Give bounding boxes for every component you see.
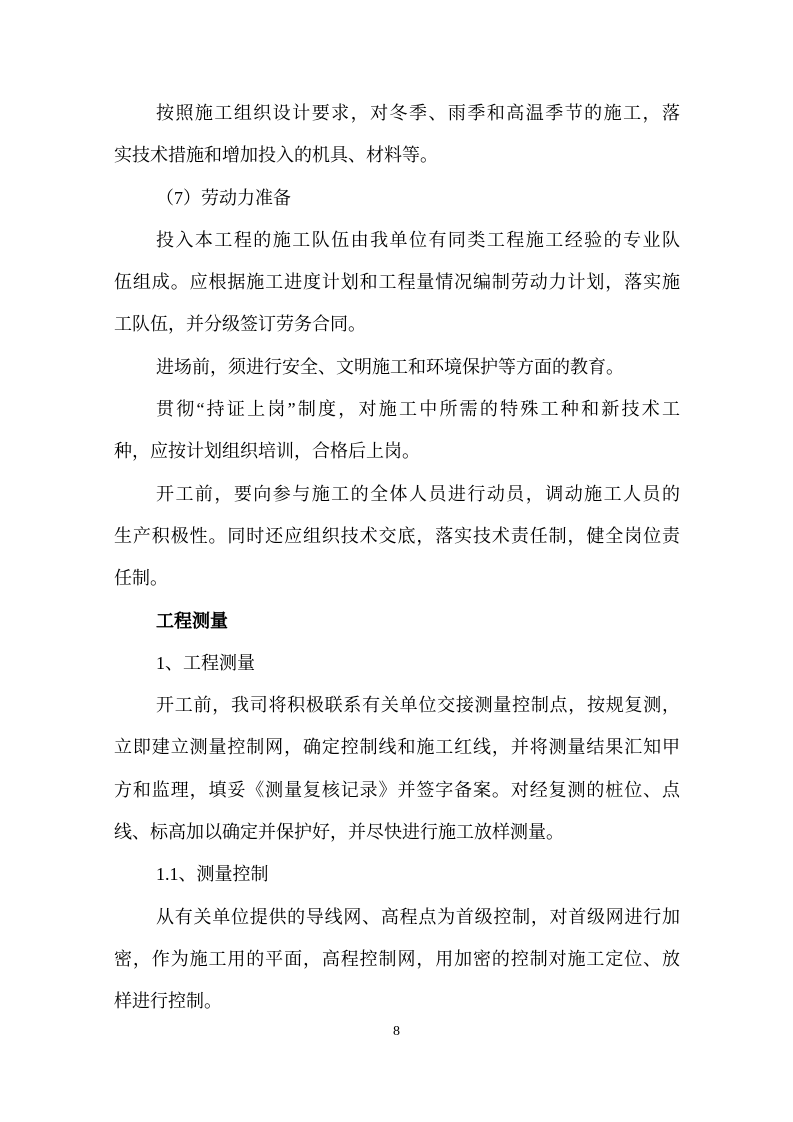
text-line: 工队伍，并分级签订劳务合同。 <box>114 314 366 335</box>
text-line: 进场前，须进行安全、文明施工和环境保护等方面的教育。 <box>156 356 624 377</box>
list-item-heading: （7）劳动力准备 <box>156 187 291 208</box>
page-footer <box>0 1022 793 1042</box>
text-line: 密，作为施工用的平面，高程控制网，用加密的控制对施工定位、放 <box>114 948 680 969</box>
text-line: 立即建立测量控制网，确定控制线和施工红线，并将测量结果汇知甲 <box>114 737 680 758</box>
text-line: 开工前，要向参与施工的全体人员进行动员，调动施工人员的 <box>156 483 680 504</box>
text-line: 任制。 <box>114 568 168 589</box>
text-line: 样进行控制。 <box>114 991 222 1012</box>
text-line: 方和监理，填妥《测量复核记录》并签字备案。对经复测的桩位、点 <box>114 779 680 800</box>
text-line: 开工前，我司将积极联系有关单位交接测量控制点，按规复测， <box>156 695 680 716</box>
text-line: 投入本工程的施工队伍由我单位有同类工程施工经验的专业队 <box>156 229 680 250</box>
text-line: 贯彻“持证上岗”制度，对施工中所需的特殊工种和新技术工 <box>156 399 680 420</box>
text-line: 种，应按计划组织培训，合格后上岗。 <box>114 441 420 462</box>
numbered-heading-survey: 1、工程测量 <box>156 652 255 673</box>
text-line: 实技术措施和增加投入的机具、材料等。 <box>114 145 438 166</box>
text-line: 按照施工组织设计要求，对冬季、雨季和高温季节的施工，落 <box>156 103 680 123</box>
subheading-survey-control: 1.1、测量控制 <box>156 864 269 885</box>
text-line: 线、标高加以确定并保护好，并尽快进行施工放样测量。 <box>114 822 564 843</box>
page-number: 8 <box>393 1024 400 1039</box>
text-line: 生产积极性。同时还应组织技术交底，落实技术责任制，健全岗位责 <box>114 525 680 546</box>
text-line: 从有关单位提供的导线网、高程点为首级控制，对首级网进行加 <box>156 906 680 927</box>
text-line: 伍组成。应根据施工进度计划和工程量情况编制劳动力计划，落实施 <box>114 272 680 293</box>
document-body <box>114 92 680 1023</box>
section-heading-survey: 工程测量 <box>156 610 228 631</box>
